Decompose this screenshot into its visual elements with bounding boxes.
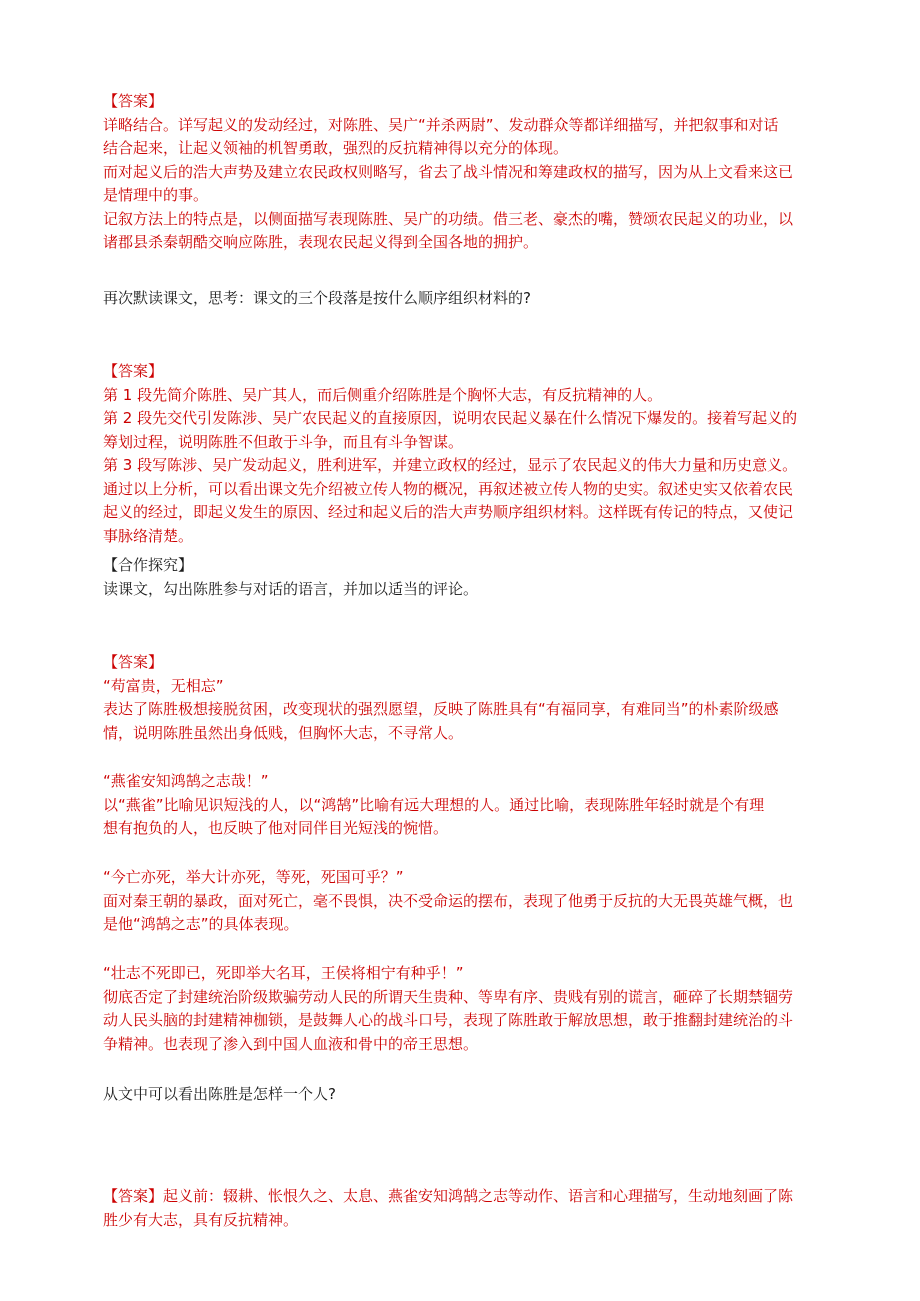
answer-line: 情，说明陈胜虽然出身低贱，但胸怀大志，不寻常人。	[103, 723, 464, 742]
answer-line: 是他“鸿鹄之志”的具体表现。	[103, 915, 299, 933]
answer-line: 想有抱负的人，也反映了他对同伴目光短浅的惋惜。	[103, 819, 449, 837]
answer-label: 【答案】	[103, 653, 164, 671]
answer-label: 【答案】	[103, 1187, 164, 1205]
answer-line: 动人民头脑的封建精神枷锁，是鼓舞人心的战斗口号，表现了陈胜敢于解放思想，敢于推翻封建统治的斗	[103, 1011, 794, 1029]
answer-block-3	[103, 651, 819, 745]
answer-line: 而对起义后的浩大声势及建立农民政权则略写，省去了战斗情况和筹建政权的描写，因为从上文看来这已	[103, 162, 794, 181]
answer-label: 【答案】	[103, 362, 164, 380]
question-text: 从文中可以看出陈胜是怎样一个人?	[103, 1085, 336, 1103]
answer-text: 起义前：辍耕、怅恨久之、太息、燕雀安知鸿鹄之志等动作、语言和心理描写，生动地刻画了陈	[163, 1187, 794, 1205]
answer-line: 通过以上分析，可以看出课文先介绍被立传人物的概况，再叙述被立传人物的史实。叙述史实又依着农民	[103, 479, 794, 498]
answer-line: 筹划过程，说明陈胜不但敢于斗争，而且有斗争智谋。	[103, 432, 464, 451]
answer-line: 以“燕雀”比喻见识短浅的人，以“鸿鹄”比喻有远大理想的人。通过比喻，表现陈胜年轻时就是个有理	[103, 795, 765, 814]
quote-text: “燕雀安知鸿鹄之志哉！”	[103, 772, 269, 790]
answer-line: 第 1 段先简介陈胜、吴广其人，而后侧重介绍陈胜是个胸怀大志，有反抗精神的人。	[103, 385, 663, 404]
question-text: 再次默读课文，思考：课文的三个段落是按什么顺序组织材料的?	[103, 289, 531, 307]
answer-block-2	[103, 360, 819, 548]
answer-line: 面对秦王朝的暴政，面对死亡，毫不畏惧，决不受命运的摆布，表现了他勇于反抗的大无畏英雄气概，也	[103, 891, 794, 910]
answer-line: 第 3 段写陈涉、吴广发动起义，胜利进军，并建立政权的经过，显示了农民起义的伟大力量和历史意义。	[103, 456, 798, 474]
quote-block-3	[103, 866, 819, 937]
question-3	[103, 1083, 819, 1107]
section-heading: 【合作探究】	[103, 556, 194, 574]
quote-block-4	[103, 962, 819, 1056]
quote-text: “壮志不死即已，死即举大名耳，王侯将相宁有种乎！”	[103, 964, 464, 982]
quote-block-2	[103, 770, 819, 841]
answer-line: 表达了陈胜极想接脱贫困，改变现状的强烈愿望，反映了陈胜具有“有福同享，有难同当”的朴素阶级感	[103, 700, 779, 718]
answer-label: 【答案】	[103, 92, 164, 110]
question-2	[103, 287, 819, 311]
answer-line: 彻底否定了封建统治阶级欺骗劳动人民的所谓天生贵种、等卑有序、贵贱有别的谎言，砸碎了长期禁锢劳	[103, 987, 794, 1006]
answer-line: 详略结合。详写起义的发动经过，对陈胜、吴广“并杀两尉”、发动群众等都详细描写，并把叙事和对话	[103, 115, 779, 134]
answer-line: 诸郡县杀秦朝酷交响应陈胜，表现农民起义得到全国各地的拥护。	[103, 233, 539, 251]
question-text: 读课文，勾出陈胜参与对话的语言，并加以适当的评论。	[103, 579, 479, 598]
answer-line: 起义的经过，即起义发生的原因、经过和起义后的浩大声势顺序组织材料。这样既有传记的特点，又使记	[103, 503, 794, 521]
answer-line-with-label	[103, 1185, 819, 1209]
quote-text: “今亡亦死，举大计亦死，等死，死国可乎？”	[103, 868, 404, 886]
answer-line: 胜少有大志，具有反抗精神。	[103, 1210, 299, 1229]
answer-line: 第 2 段先交代引发陈涉、吴广农民起义的直接原因，说明农民起义暴在什么情况下爆发的。接着写起义的	[103, 409, 798, 427]
answer-line: 记叙方法上的特点是，以侧面描写表现陈胜、吴广的功绩。借三老、豪杰的嘴，赞颂农民起义的功业，以	[103, 209, 794, 228]
answer-line: 争精神。也表现了渗入到中国人血液和骨中的帝王思想。	[103, 1034, 479, 1053]
cooperative-section	[103, 554, 819, 601]
answer-line: 是情理中的事。	[103, 186, 209, 204]
quote-text: “苟富贵，无相忘”	[103, 676, 224, 695]
answer-line: 结合起来，让起义领袖的机智勇敢，强烈的反抗精神得以充分的体现。	[103, 139, 569, 157]
answer-block-4	[103, 1185, 819, 1232]
answer-line: 事脉络清楚。	[103, 526, 194, 545]
answer-block-1	[103, 90, 819, 255]
